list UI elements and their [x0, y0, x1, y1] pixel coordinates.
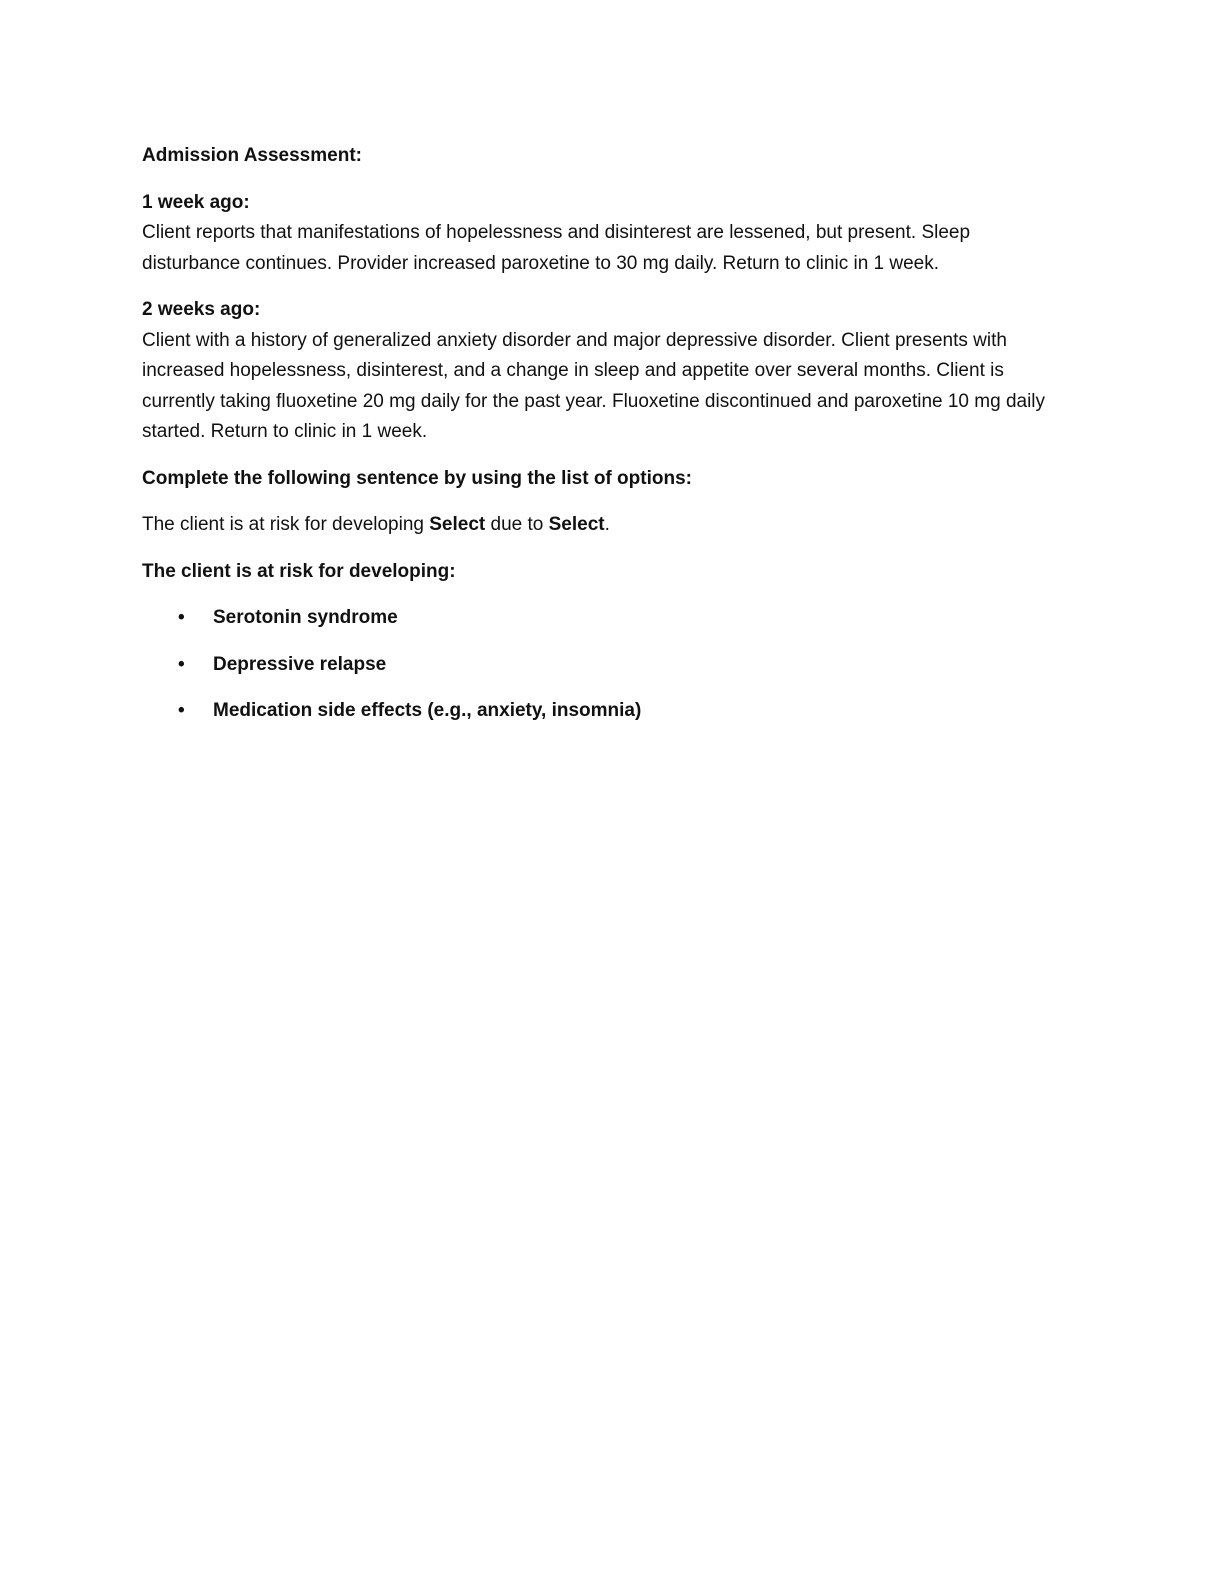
option-label: Medication side effects (e.g., anxiety, insomnia): [213, 700, 642, 721]
select-dropdown-1[interactable]: Select: [429, 514, 486, 535]
entry-text-1-week: Client reports that manifestations of hopelessness and disinterest are lessened, but present. Sleep disturbance continues. Provider increased paroxetine to 30 mg daily. Return to clinic in 1 week.: [142, 222, 971, 274]
bullet-icon: •: [178, 607, 185, 628]
cloze-sentence: [142, 510, 1072, 541]
sentence-part-3: .: [604, 514, 610, 535]
select-dropdown-2[interactable]: Select: [548, 514, 605, 535]
sentence-part-1: The client is at risk for developing: [142, 514, 430, 535]
bullet-icon: •: [178, 700, 185, 721]
option-label: Depressive relapse: [213, 653, 387, 675]
instruction-text: Complete the following sentence by using the list of options:: [142, 467, 692, 489]
option-item: [142, 650, 1072, 681]
entry-label-1-week: 1 week ago:: [142, 191, 250, 213]
options-list: [142, 603, 1072, 727]
option-label: Serotonin syndrome: [213, 607, 398, 628]
entry-text-2-weeks: Client with a history of generalized anxiety disorder and major depressive disorder. Client presents with increased hopelessness, disinterest, and a change in sleep and appetite over several months. Client is currently taking fluoxetine 20 mg daily for the past year. Fluoxetine discontinued and paroxetine 10 mg daily started. Return to clinic in 1 week.: [142, 329, 1046, 442]
document-title: Admission Assessment:: [142, 145, 362, 166]
entry-label-2-weeks: 2 weeks ago:: [142, 299, 261, 320]
bullet-icon: •: [178, 653, 185, 675]
option-item: [142, 603, 1072, 634]
document-page: [142, 141, 1072, 743]
option-item: [142, 696, 1072, 727]
options-heading: The client is at risk for developing:: [142, 560, 456, 582]
sentence-part-2: due to: [485, 514, 549, 535]
